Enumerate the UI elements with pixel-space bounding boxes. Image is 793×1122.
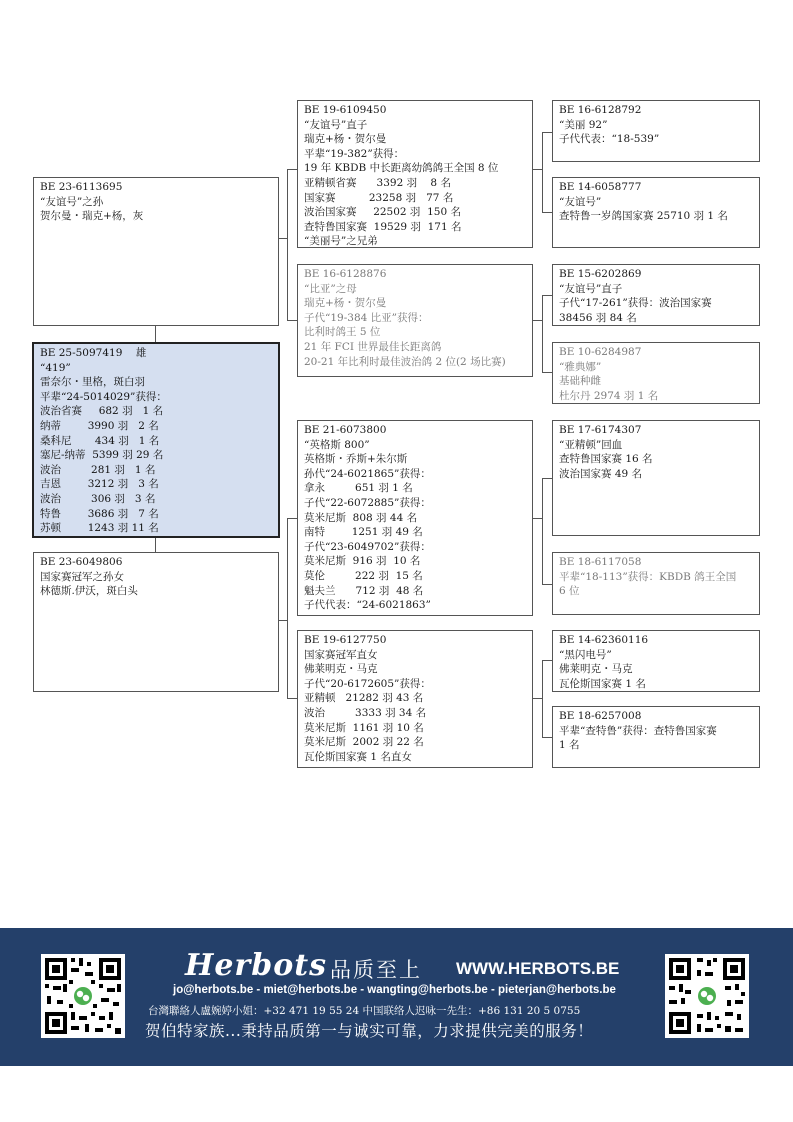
pedigree-line: 国家赛冠军之孙女 [40, 570, 124, 583]
pedigree-line: 子代“22-6072885”获得： [304, 496, 431, 509]
pedigree-line: 平辈“24-5014029”获得： [40, 390, 167, 403]
pedigree-line: BE 15-6202869 [559, 268, 642, 280]
connector-line [155, 537, 156, 552]
pedigree-line: BE 17-6174307 [559, 424, 642, 436]
contact-emails[interactable]: jo@herbots.be - miet@herbots.be - wangting@herbots.be - pieterjan@herbots.be [173, 984, 616, 996]
pedigree-line: BE 16-6128876 [304, 268, 387, 280]
pedigree-line: 波治 281 羽 1 名 [40, 463, 156, 476]
pedigree-box-dam [33, 552, 279, 692]
pedigree-line: BE 23-6113695 [40, 181, 123, 193]
connector-line [542, 478, 543, 584]
wechat-qr-icon [41, 954, 125, 1038]
pedigree-line: 魁夫兰 712 羽 48 名 [304, 584, 424, 597]
pedigree-line: 比利时鸽王 5 位 [304, 326, 381, 339]
connector-line [542, 478, 552, 479]
contact-phones: 台灣聯絡人盧婉婷小姐：+32 471 19 55 24 中国联络人迟咏一先生：+86 131 20 5 0755 [148, 1005, 581, 1017]
pedigree-line: 莫米尼斯 916 羽 10 名 [304, 555, 421, 568]
pedigree-line: 吉恩 3212 羽 3 名 [40, 478, 159, 491]
pedigree-line: 莫米尼斯 808 羽 44 名 [304, 511, 418, 524]
pedigree-line: 特鲁 3686 羽 7 名 [40, 507, 159, 520]
pedigree-box-dsd [552, 552, 760, 615]
pedigree-line: “亚精顿”回血 [559, 438, 623, 451]
pedigree-box-dam-sire [297, 420, 533, 616]
pedigree-line: 瓦伦斯国家赛 1 名直女 [304, 750, 412, 763]
connector-line [279, 620, 287, 621]
pedigree-line: 塞尼-纳蒂 5399 羽 29 名 [40, 449, 164, 462]
brand-slogan: 品质至上 [330, 958, 422, 982]
pedigree-line: 佛莱明克・马克 [304, 663, 378, 676]
pedigree-line: BE 23-6049806 [40, 556, 123, 568]
pedigree-box-sire-sire [297, 100, 533, 248]
pedigree-line: 拿永 651 羽 1 名 [304, 482, 413, 495]
pedigree-line: 苏顿 1243 羽 11 名 [40, 522, 159, 535]
footer-bottom-strip [0, 1066, 793, 1122]
connector-line [287, 518, 297, 519]
pedigree-box-dss [552, 420, 760, 536]
connector-line [287, 698, 297, 699]
pedigree-line: 20-21 年比利时最佳波治鸽 2 位(2 场比赛) [304, 355, 506, 368]
connector-line [542, 132, 543, 212]
pedigree-line: “419” [40, 361, 71, 374]
pedigree-line: “比亚”之母 [304, 282, 357, 295]
pedigree-line: “雅典娜” [559, 360, 602, 373]
connector-line [287, 169, 288, 320]
connector-line [542, 132, 552, 133]
pedigree-line: 佛莱明克・马克 [559, 663, 633, 676]
pedigree-box-sire [33, 177, 279, 326]
pedigree-line: 38456 羽 84 名 [559, 311, 637, 324]
pedigree-line: BE 18-6257008 [559, 710, 642, 722]
pedigree-line: “友谊号”直子 [304, 118, 368, 131]
pedigree-line: 查特鲁一岁鸽国家赛 25710 羽 1 名 [559, 210, 728, 223]
pedigree-line: 平辈“18-113”获得：KBDB 鸽王全国 [559, 570, 737, 583]
pedigree-line: 波治省赛 682 羽 1 名 [40, 405, 164, 418]
pedigree-box-sss [552, 100, 760, 162]
connector-line [533, 169, 542, 170]
pedigree-line: 波治 3333 羽 34 名 [304, 706, 427, 719]
connector-line [542, 372, 552, 373]
pedigree-line: 子代代表：“18-539” [559, 133, 660, 146]
pedigree-line: BE 16-6128792 [559, 104, 642, 116]
connector-line [533, 518, 542, 519]
pedigree-line: 6 位 [559, 585, 580, 598]
pedigree-line: BE 19-6127750 [304, 634, 387, 646]
pedigree-line: “友谊号”之孙 [40, 195, 104, 208]
pedigree-line: “友谊号”直子 [559, 282, 623, 295]
pedigree-line: “美丽号”之兄弟 [304, 235, 378, 248]
pedigree-line: 莫米尼斯 1161 羽 10 名 [304, 721, 424, 734]
pedigree-line: BE 18-6117058 [559, 556, 642, 568]
pedigree-line: 21 年 FCI 世界最佳长距离鸽 [304, 340, 442, 353]
connector-line [542, 737, 552, 738]
pedigree-line: 19 年 KBDB 中长距离幼鸽鸽王全国 8 位 [304, 162, 499, 175]
pedigree-line: “黑闪电号” [559, 648, 612, 661]
pedigree-line: 平辈“19-382”获得： [304, 147, 405, 160]
pedigree-box-subject [32, 342, 280, 538]
pedigree-line: 平辈“查特鲁”获得：查特鲁国家赛 [559, 724, 717, 737]
connector-line [533, 698, 542, 699]
connector-line [542, 212, 552, 213]
connector-line [533, 320, 542, 321]
pedigree-line: 波治国家赛 22502 羽 150 名 [304, 206, 461, 219]
pedigree-line: BE 25-5097419 雄 [40, 347, 147, 359]
pedigree-line: 查特鲁国家赛 16 名 [559, 453, 653, 466]
pedigree-box-dds [552, 630, 760, 692]
pedigree-line: 英格斯・乔斯+朱尔斯 [304, 453, 408, 466]
connector-line [287, 518, 288, 698]
pedigree-line: 莫米尼斯 2002 羽 22 名 [304, 736, 424, 749]
connector-line [542, 660, 552, 661]
pedigree-line: 孙代“24-6021865”获得： [304, 467, 431, 480]
pedigree-line: “美丽 92” [559, 118, 608, 131]
pedigree-line: 瓦伦斯国家赛 1 名 [559, 677, 646, 690]
connector-line [542, 295, 552, 296]
pedigree-box-ddd [552, 706, 760, 768]
pedigree-line: BE 10-6284987 [559, 346, 642, 358]
pedigree-line: 亚精顿省赛 3392 羽 8 名 [304, 176, 451, 189]
connector-line [542, 584, 552, 585]
pedigree-line: 南特 1251 羽 49 名 [304, 526, 423, 539]
website-link[interactable]: WWW.HERBOTS.BE [456, 959, 620, 978]
brand-logo: Herbots [185, 948, 327, 983]
pedigree-line: BE 19-6109450 [304, 104, 387, 116]
pedigree-line: 贺尔曼・瑞克+杨，灰 [40, 210, 144, 223]
pedigree-box-sdd [552, 342, 760, 404]
pedigree-line: 子代“19-384 比亚”获得： [304, 311, 429, 324]
pedigree-line: 纳蒂 3990 羽 2 名 [40, 419, 159, 432]
pedigree-line: 子代“20-6172605”获得： [304, 677, 431, 690]
connector-line [155, 326, 156, 342]
pedigree-line: 1 名 [559, 739, 580, 752]
footer-tagline: 贺伯特家族...秉持品质第一与诚实可靠，力求提供完美的服务！ [145, 1022, 594, 1040]
pedigree-box-sire-dam [297, 264, 533, 377]
pedigree-line: 国家赛冠军直女 [304, 648, 378, 661]
wechat-qr-icon [665, 954, 749, 1038]
pedigree-line: 波治国家赛 49 名 [559, 467, 643, 480]
pedigree-line: 林德斯.伊沃，斑白头 [40, 585, 138, 598]
pedigree-line: 桑科尼 434 羽 1 名 [40, 434, 160, 447]
pedigree-box-sds [552, 264, 760, 326]
pedigree-box-ssd [552, 177, 760, 248]
pedigree-line: 子代代表：“24-6021863” [304, 599, 431, 612]
pedigree-line: 瑞克+杨・贺尔曼 [304, 297, 387, 310]
pedigree-line: 亚精顿 21282 羽 43 名 [304, 692, 424, 705]
pedigree-line: BE 14-62360116 [559, 634, 649, 646]
connector-line [287, 320, 297, 321]
connector-line [287, 169, 297, 170]
pedigree-line: BE 21-6073800 [304, 424, 387, 436]
pedigree-line: 子代“23-6049702”获得： [304, 540, 431, 553]
connector-line [542, 660, 543, 737]
pedigree-line: BE 14-6058777 [559, 181, 642, 193]
pedigree-line: “英格斯 800” [304, 438, 370, 451]
pedigree-line: 查特鲁国家赛 19529 羽 171 名 [304, 220, 462, 233]
pedigree-line: 莫伦 222 羽 15 名 [304, 569, 423, 582]
pedigree-line: 瑞克+杨・贺尔曼 [304, 133, 387, 146]
pedigree-line: 雷奈尔・里格，斑白羽 [40, 376, 145, 389]
connector-line [279, 238, 287, 239]
pedigree-line: 杜尔丹 2974 羽 1 名 [559, 389, 659, 402]
pedigree-box-dam-dam [297, 630, 533, 768]
pedigree-line: 波治 306 羽 3 名 [40, 492, 156, 505]
connector-line [542, 295, 543, 372]
pedigree-line: 基础种雌 [559, 375, 601, 388]
pedigree-line: 子代“17-261”获得：波治国家赛 [559, 297, 712, 310]
pedigree-line: “友谊号” [559, 195, 602, 208]
pedigree-line: 国家赛 23258 羽 77 名 [304, 191, 454, 204]
